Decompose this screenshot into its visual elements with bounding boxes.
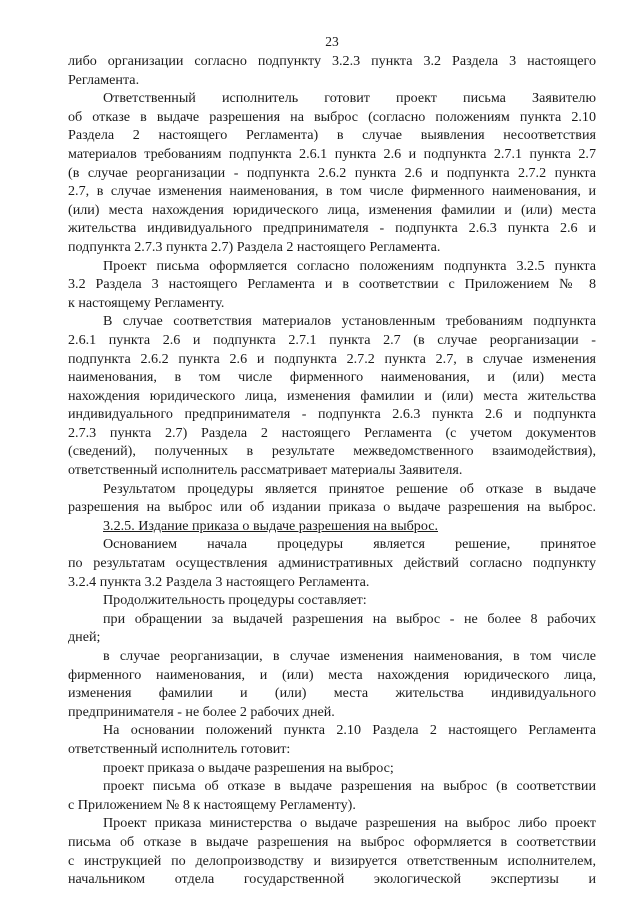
text-line-content: Ответственный исполнитель готовит проект письма Заявителю — [103, 90, 596, 107]
text-line-content: к настоящему Регламенту. — [68, 294, 225, 311]
text-line-content: 2.6.1 пункта 2.6 и подпункта 2.7.1 пункта 2.7 (в случае реорганизации - — [68, 331, 596, 348]
text-line-content: материалов требованиям подпункта 2.6.1 пункта 2.6 и подпункта 2.7.1 пункта 2.7 — [68, 145, 596, 162]
text-line — [68, 312, 596, 331]
text-line — [68, 591, 596, 610]
text-line — [68, 368, 596, 387]
text-line-content: при обращении за выдачей разрешения на выброс - не более 8 рабочих — [103, 610, 596, 627]
text-line — [68, 684, 596, 703]
text-line-content: (сведений), полученных в результате межведомственного взаимодействия), — [68, 443, 596, 460]
text-line — [68, 573, 596, 592]
text-line-content: фирменного наименования, и (или) места нахождения юридического лица, — [68, 666, 596, 683]
text-line-content: наименования, в том числе фирменного наименования, и (или) места — [68, 369, 596, 386]
text-line — [68, 219, 596, 238]
text-line — [68, 554, 596, 573]
text-line — [68, 331, 596, 350]
page-number: 23 — [325, 34, 339, 49]
text-line-content: Раздела 2 настоящего Регламента) в случае выявления несоответствия — [68, 127, 596, 144]
text-line-content: жительства индивидуального предпринимателя - подпункта 2.6.3 пункта 2.6 и — [68, 220, 596, 237]
text-line-content: 3.2.4 пункта 3.2 Раздела 3 настоящего Регламента. — [68, 573, 370, 590]
text-line — [68, 238, 596, 257]
text-line-content: 3.2.5. Издание приказа о выдаче разрешения на выброс. — [103, 517, 439, 534]
text-line — [68, 666, 596, 685]
text-line-content: 2.7, в случае изменения наименования, в том числе фирменного наименования, и — [68, 183, 596, 200]
text-line-content: изменения фамилии и (или) места жительства индивидуального — [68, 685, 596, 702]
text-line-content: в случае реорганизации, в случае изменения наименования, в том числе — [103, 648, 596, 664]
text-line-content: (в случае реорганизации - подпункта 2.6.2 пункта 2.6 и подпункта 2.7.2 пункта — [68, 164, 596, 181]
text-line-content: с Приложением № 8 к настоящему Регламенту). — [68, 796, 356, 813]
section-heading-line — [68, 517, 596, 536]
text-line — [68, 647, 596, 666]
text-line-content: подпункта 2.7.3 пункта 2.7) Раздела 2 настоящего Регламента. — [68, 238, 441, 255]
text-line-content: проект письма об отказе в выдаче разрешения на выброс (в соответствии — [103, 778, 596, 795]
text-line-content: 3.2 Раздела 3 настоящего Регламента и в соответствии с Приложением № 8 — [68, 276, 596, 293]
text-line — [68, 145, 596, 164]
text-line-content: Результатом процедуры является принятое решение об отказе в выдаче — [103, 480, 596, 497]
text-line — [68, 442, 596, 461]
text-line — [68, 461, 596, 480]
text-line — [68, 424, 596, 443]
text-line-content: На основании положений пункта 2.10 Раздела 2 настоящего Регламента — [103, 722, 596, 739]
text-line — [68, 257, 596, 276]
text-line — [68, 405, 596, 424]
text-line — [68, 721, 596, 740]
text-line — [68, 182, 596, 201]
text-line — [68, 71, 596, 90]
text-line — [68, 275, 596, 294]
text-line-content: Проект письма оформляется согласно положениям подпункта 3.2.5 пункта — [103, 257, 596, 274]
text-line-content: В случае соответствия материалов установленным требованиям подпункта — [103, 313, 596, 330]
text-line — [68, 89, 596, 108]
text-line — [68, 126, 596, 145]
text-line-content: предпринимателя - не более 2 рабочих дней. — [68, 703, 335, 720]
text-line — [68, 740, 596, 759]
text-line — [68, 814, 596, 833]
text-line-content: 2.7.3 пункта 2.7) Раздела 2 настоящего Регламента (с учетом документов — [68, 424, 596, 441]
text-line-content: Продолжительность процедуры составляет: — [103, 592, 367, 609]
text-line-content: нахождения юридического лица, изменения фамилии и (или) места жительства — [68, 387, 596, 404]
text-line-content: дней; — [68, 629, 101, 646]
text-line — [68, 108, 596, 127]
text-line — [68, 610, 596, 629]
text-line — [68, 52, 596, 71]
document-page — [68, 0, 596, 905]
text-line-content: письма об отказе в выдаче разрешения на выброс оформляется в соответствии — [68, 833, 596, 850]
text-line-content: разрешения на выброс или об издании приказа о выдаче разрешения на выброс. — [68, 499, 596, 516]
text-line-content: начальником отдела государственной экологической экспертизы и — [68, 871, 596, 888]
text-line — [68, 759, 596, 778]
text-line-content: об отказе в выдаче разрешения на выброс (согласно положениям пункта 2.10 — [68, 108, 596, 125]
text-line — [68, 777, 596, 796]
text-line — [68, 852, 596, 871]
text-line-content: (или) места нахождения юридического лица, изменения фамилии и (или) места — [68, 201, 596, 218]
text-line-content: проект приказа о выдаче разрешения на выброс; — [103, 759, 394, 776]
text-line-content: с инструкцией по делопроизводству и визируется ответственным исполнителем, — [68, 852, 596, 869]
text-line — [68, 387, 596, 406]
text-line-content: подпункта 2.6.2 пункта 2.6 и подпункта 2.7.2 пункта 2.7, в случае изменения — [68, 350, 596, 367]
text-line-content: индивидуального предпринимателя - подпункта 2.6.3 пункта 2.6 и подпункта — [68, 406, 596, 423]
text-line — [68, 796, 596, 815]
text-line-content: Основанием начала процедуры является решение, принятое — [103, 536, 596, 553]
text-line — [68, 870, 596, 889]
text-line-content: Проект приказа министерства о выдаче разрешения на выброс либо проект — [103, 815, 596, 832]
text-line — [68, 535, 596, 554]
text-line — [68, 703, 596, 722]
text-line — [68, 628, 596, 647]
text-line — [68, 833, 596, 852]
text-line-content: Регламента. — [68, 71, 140, 88]
text-line — [68, 498, 596, 517]
text-line-content: по результатам осуществления административных действий согласно подпункту — [68, 555, 596, 572]
text-line-content: ответственный исполнитель готовит: — [68, 740, 291, 757]
text-line — [68, 201, 596, 220]
document-body — [68, 52, 596, 889]
text-line-content: либо организации согласно подпункту 3.2.3 пункта 3.2 Раздела 3 настоящего — [68, 53, 596, 69]
text-line-content: ответственный исполнитель рассматривает материалы Заявителя. — [68, 462, 463, 479]
text-line — [68, 350, 596, 369]
text-line — [68, 294, 596, 313]
text-line — [68, 480, 596, 499]
text-line — [68, 164, 596, 183]
